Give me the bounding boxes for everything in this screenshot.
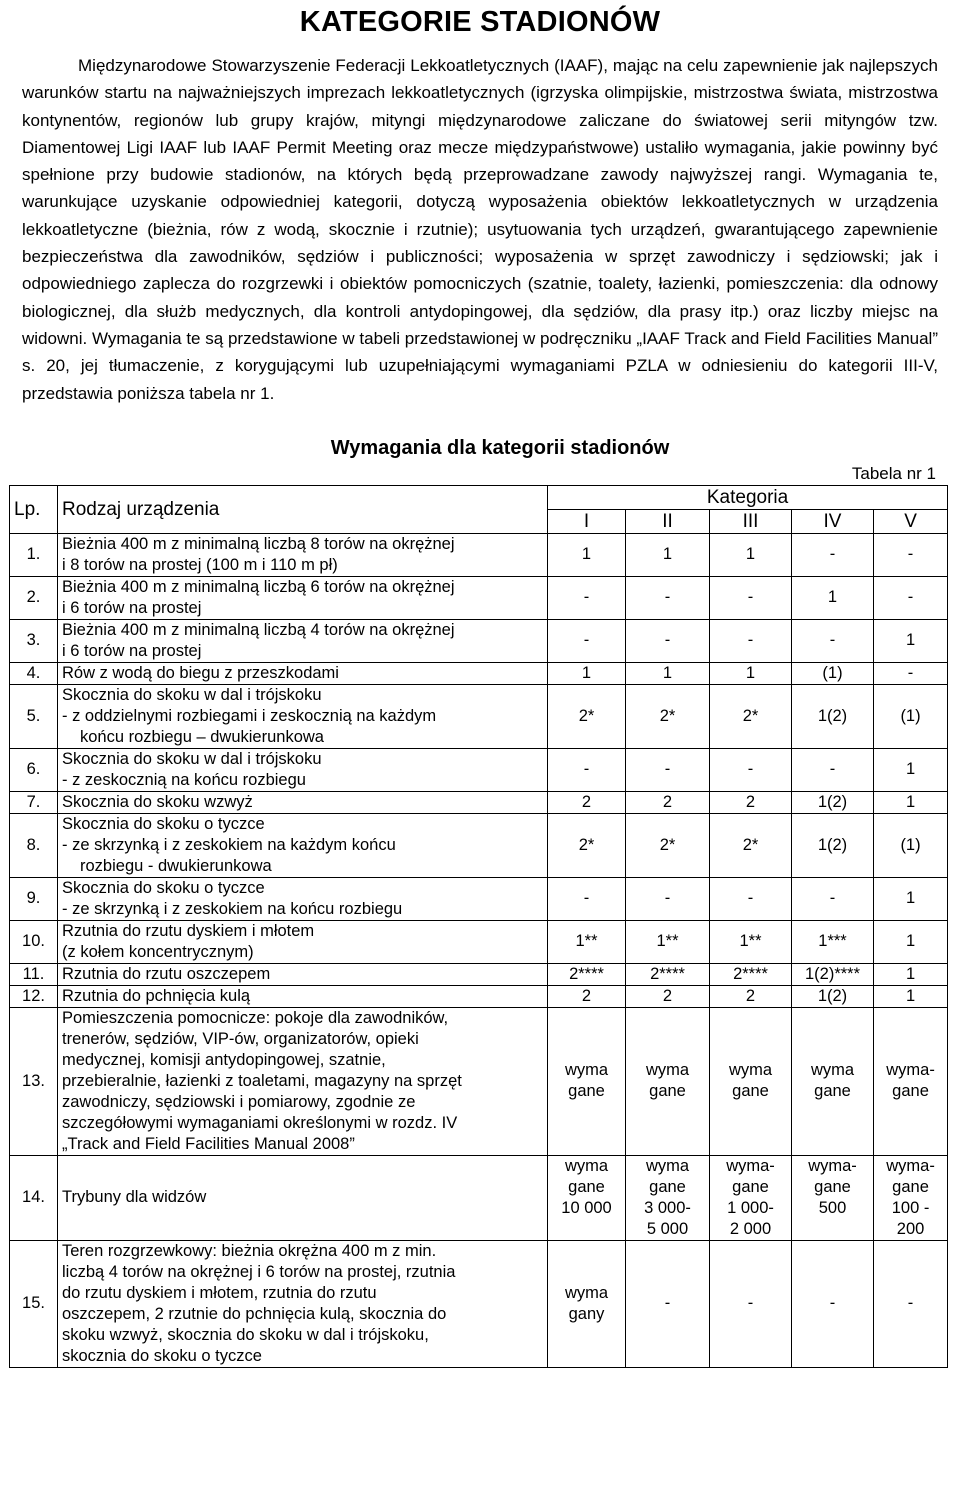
row-number: 10. <box>10 920 58 963</box>
row-number: 12. <box>10 985 58 1007</box>
value-line: 2 000 <box>729 1219 772 1238</box>
header-rodzaj: Rodzaj urządzenia <box>58 485 548 533</box>
value-line: 3 000- <box>644 1198 691 1217</box>
value-line: 1 <box>905 932 916 951</box>
value-line: 2* <box>578 835 595 854</box>
category-value <box>626 920 710 963</box>
value-line: - <box>829 760 836 779</box>
value-line: 1 <box>581 545 592 564</box>
category-value <box>626 576 710 619</box>
row-description <box>58 791 548 813</box>
category-value <box>548 1155 626 1240</box>
category-value <box>710 684 792 748</box>
row-number: 8. <box>10 813 58 877</box>
value-line: - <box>907 545 914 564</box>
category-value <box>548 748 626 791</box>
category-value <box>874 619 948 662</box>
row-number: 3. <box>10 619 58 662</box>
value-line: 1 <box>662 663 673 682</box>
table-row <box>10 920 948 963</box>
value-line: - <box>583 760 590 779</box>
value-line: - <box>747 588 754 607</box>
description-line: do rzutu dyskiem i młotem, rzutnia do rzutu <box>62 1283 377 1302</box>
value-line: wyma <box>564 1061 609 1080</box>
table-row <box>10 985 948 1007</box>
category-value <box>710 791 792 813</box>
value-line: gane <box>568 1177 605 1196</box>
description-line: - ze skrzynką i z zeskokiem na końcu rozbiegu <box>62 899 403 918</box>
value-line: - <box>664 760 671 779</box>
category-value <box>874 963 948 985</box>
value-line: - <box>664 588 671 607</box>
row-description <box>58 963 548 985</box>
category-value <box>626 963 710 985</box>
value-line: gany <box>568 1304 605 1323</box>
description-line: liczbą 4 torów na okrężnej i 6 torów na prostej, rzutnia <box>62 1262 456 1281</box>
value-line: 1(2)**** <box>804 964 861 983</box>
category-value <box>548 877 626 920</box>
value-line: 2**** <box>569 964 604 983</box>
category-value <box>792 791 874 813</box>
value-line: 1 <box>905 964 916 983</box>
description-line: Trybuny dla widzów <box>62 1188 207 1207</box>
description-line: Bieżnia 400 m z minimalną liczbą 6 torów na okrężnej <box>62 577 455 596</box>
category-value <box>548 985 626 1007</box>
category-value <box>792 684 874 748</box>
row-number: 11. <box>10 963 58 985</box>
description-line: Rzutnia do rzutu oszczepem <box>62 964 271 983</box>
category-value <box>792 533 874 576</box>
description-line: skoku wzwyż, skocznia do skoku w dal i trójskoku, <box>62 1325 429 1344</box>
table-row <box>10 1007 948 1155</box>
category-value <box>548 576 626 619</box>
category-value <box>710 576 792 619</box>
value-line: 2 <box>745 986 756 1005</box>
row-number: 15. <box>10 1240 58 1367</box>
value-line: gane <box>568 1082 605 1101</box>
row-number: 4. <box>10 662 58 684</box>
value-line: wyma <box>810 1061 855 1080</box>
value-line: - <box>664 631 671 650</box>
value-line: - <box>583 588 590 607</box>
value-line: gane <box>814 1082 851 1101</box>
category-value <box>548 1007 626 1155</box>
table-row <box>10 963 948 985</box>
value-line: 1 <box>662 545 673 564</box>
header-cat-i: I <box>548 509 626 533</box>
category-value <box>710 1240 792 1367</box>
value-line: 1 <box>905 760 916 779</box>
value-line: - <box>664 889 671 908</box>
value-line: 1 <box>745 545 756 564</box>
category-value <box>874 748 948 791</box>
table-row <box>10 877 948 920</box>
description-line: i 6 torów na prostej <box>62 641 202 660</box>
category-value <box>710 619 792 662</box>
value-line: - <box>583 889 590 908</box>
category-value <box>626 985 710 1007</box>
value-line: 1** <box>575 932 598 951</box>
description-line: skocznia do skoku o tyczce <box>62 1346 262 1365</box>
category-value <box>548 533 626 576</box>
description-line: Skocznia do skoku o tyczce <box>62 814 265 833</box>
description-line: i 8 torów na prostej (100 m i 110 m pł) <box>62 555 338 574</box>
category-value <box>626 1240 710 1367</box>
value-line: - <box>829 631 836 650</box>
value-line: (1) <box>822 663 843 682</box>
table-row <box>10 684 948 748</box>
value-line: 1(2) <box>817 706 848 725</box>
row-number: 7. <box>10 791 58 813</box>
description-line: oszczepem, 2 rzutnie do pchnięcia kulą, skocznia do <box>62 1304 447 1323</box>
value-line: 2* <box>742 835 759 854</box>
value-line: 2 <box>662 792 673 811</box>
value-line: - <box>583 631 590 650</box>
category-value <box>874 813 948 877</box>
value-line: wyma <box>645 1156 690 1175</box>
value-line: wyma <box>564 1283 609 1302</box>
row-description <box>58 576 548 619</box>
value-line: 200 <box>896 1219 925 1238</box>
value-line: 2* <box>659 835 676 854</box>
value-line: 2**** <box>650 964 685 983</box>
description-line: trenerów, sędziów, VIP-ów, organizatorów, opieki <box>62 1029 419 1048</box>
value-line: 2* <box>742 706 759 725</box>
row-number: 13. <box>10 1007 58 1155</box>
table-body <box>10 533 948 1367</box>
value-line: 100 - <box>891 1198 930 1217</box>
category-value <box>874 576 948 619</box>
table-row <box>10 1240 948 1367</box>
value-line: wyma <box>564 1156 609 1175</box>
category-value <box>874 1240 948 1367</box>
value-line: 2 <box>745 792 756 811</box>
category-value <box>874 791 948 813</box>
category-value <box>548 662 626 684</box>
description-line: Skocznia do skoku w dal i trójskoku <box>62 749 322 768</box>
category-value <box>710 662 792 684</box>
requirements-table <box>9 485 948 1368</box>
row-description <box>58 877 548 920</box>
description-line: medycznej, komisji antydopingowej, szatnie, <box>62 1050 386 1069</box>
category-value <box>548 813 626 877</box>
category-value <box>548 791 626 813</box>
category-value <box>874 1007 948 1155</box>
value-line: 1(2) <box>817 986 848 1005</box>
row-number: 2. <box>10 576 58 619</box>
value-line: 2**** <box>733 964 768 983</box>
category-value <box>792 662 874 684</box>
category-value <box>626 619 710 662</box>
category-value <box>792 877 874 920</box>
category-value <box>626 791 710 813</box>
category-value <box>792 576 874 619</box>
category-value <box>792 813 874 877</box>
category-value <box>626 662 710 684</box>
description-line: Pomieszczenia pomocnicze: pokoje dla zawodników, <box>62 1008 449 1027</box>
header-cat-ii: II <box>626 509 710 533</box>
table-row <box>10 619 948 662</box>
value-line: 1 <box>905 631 916 650</box>
row-description <box>58 662 548 684</box>
category-value <box>792 748 874 791</box>
row-description <box>58 985 548 1007</box>
value-line: - <box>829 545 836 564</box>
description-line: Skocznia do skoku o tyczce <box>62 878 265 897</box>
description-line: przebieralnie, łazienki z toaletami, magazyny na sprzęt <box>62 1071 462 1090</box>
value-line: - <box>829 889 836 908</box>
value-line: gane <box>732 1082 769 1101</box>
value-line: gane <box>892 1177 929 1196</box>
table-row <box>10 748 948 791</box>
category-value <box>874 662 948 684</box>
description-line: rozbiegu - dwukierunkowa <box>80 856 272 875</box>
description-line: (z kołem koncentrycznym) <box>62 942 254 961</box>
value-line: 1*** <box>818 932 847 951</box>
row-number: 6. <box>10 748 58 791</box>
description-line: - z zeskocznią na końcu rozbiegu <box>62 770 306 789</box>
table-row <box>10 662 948 684</box>
value-line: 2* <box>578 706 595 725</box>
value-line: 1 <box>905 986 916 1005</box>
category-value <box>792 1240 874 1367</box>
row-description <box>58 813 548 877</box>
description-line: - ze skrzynką i z zeskokiem na każdym końcu <box>62 835 396 854</box>
value-line: 5 000 <box>646 1219 689 1238</box>
row-description <box>58 920 548 963</box>
category-value <box>710 877 792 920</box>
value-line: 1(2) <box>817 792 848 811</box>
value-line: - <box>747 760 754 779</box>
value-line: wyma- <box>808 1156 857 1175</box>
description-line: - z oddzielnymi rozbiegami i zeskocznią na każdym <box>62 706 437 725</box>
category-value <box>626 1007 710 1155</box>
value-line: - <box>664 1294 671 1313</box>
category-value <box>792 1007 874 1155</box>
description-line: Rzutnia do pchnięcia kulą <box>62 986 251 1005</box>
row-description <box>58 748 548 791</box>
value-line: (1) <box>900 835 921 854</box>
category-value <box>874 684 948 748</box>
row-number: 9. <box>10 877 58 920</box>
row-description <box>58 619 548 662</box>
category-value <box>626 748 710 791</box>
value-line: 1 <box>745 663 756 682</box>
description-line: Skocznia do skoku w dal i trójskoku <box>62 685 322 704</box>
value-line: - <box>907 663 914 682</box>
table-title: Wymagania dla kategorii stadionów <box>330 436 670 459</box>
value-line: - <box>829 1294 836 1313</box>
category-value <box>874 985 948 1007</box>
row-description <box>58 533 548 576</box>
value-line: - <box>747 1294 754 1313</box>
category-value <box>874 877 948 920</box>
description-line: końcu rozbiegu – dwukierunkowa <box>80 727 324 746</box>
value-line: 2 <box>662 986 673 1005</box>
category-value <box>548 963 626 985</box>
value-line: wyma- <box>886 1061 935 1080</box>
description-line: „Track and Field Facilities Manual 2008” <box>62 1134 355 1153</box>
value-line: gane <box>814 1177 851 1196</box>
header-cat-v: V <box>874 509 948 533</box>
category-value <box>710 920 792 963</box>
category-value <box>548 619 626 662</box>
category-value <box>548 920 626 963</box>
category-value <box>874 920 948 963</box>
table-row <box>10 1155 948 1240</box>
category-value <box>710 985 792 1007</box>
table-number: Tabela nr 1 <box>851 463 936 483</box>
row-number: 1. <box>10 533 58 576</box>
category-value <box>710 1155 792 1240</box>
value-line: 1** <box>739 932 762 951</box>
row-description <box>58 1007 548 1155</box>
row-description <box>58 1155 548 1240</box>
category-value <box>626 813 710 877</box>
value-line: 500 <box>818 1198 847 1217</box>
category-value <box>710 1007 792 1155</box>
description-line: Bieżnia 400 m z minimalną liczbą 8 torów na okrężnej <box>62 534 455 553</box>
value-line: - <box>907 1294 914 1313</box>
category-value <box>792 963 874 985</box>
header-cat-iv: IV <box>792 509 874 533</box>
table-row <box>10 813 948 877</box>
value-line: 2 <box>581 986 592 1005</box>
intro-paragraph: Międzynarodowe Stowarzyszenie Federacji Lekkoatletycznych (IAAF), mając na celu zapewnienie jak najlepszych warunków startu na najważniejszych imprezach lekkoatletycznych (igrzyska olimpijskie, mistrzostwa świata, mistrzostwa kontynentów, regionów lub grupy krajów, mityngi międzynarodowe zaliczane do światowej serii mityngów tzw. Diamentowej Ligi IAAF lub IAAF Permit Meeting oraz mecze międzypaństwowe) ustaliło wymagania, jakie powinny być spełnione przy budowie stadionów, na których będą przeprowadzane zawody najwyższej rangi. Wymagania te, warunkujące uzyskanie odpowiedniej kategorii, dotyczą wyposażenia obiektów lekkoatletycznych w urządzenia lekkoatletyczne (bieżnia, rów z wodą, skocznie i rzutnie); usytuowania tych urządzeń, gwarantującego zapewnienie bezpieczeństwa dla zawodników, sędziów i publiczności; wyposażenia w sprzęt zawodniczy i sędziowski; jak i odpowiedniego zaplecza do rozgrzewki i obiektów pomocniczych (szatnie, toalety, łazienki, pomieszczenia: dla odnowy biologicznej, dla służb medycznych, dla kontroli antydopingowej, dla sędziów, dla prasy itp.) oraz liczby miejsc na widowni. Wymagania te są przedstawione w tabeli przedstawionej w podręczniku „IAAF Track and Field Facilities Manual” s. 20, jej tłumaczenie, z korygującymi lub uzupełniającymi wymaganiami PZLA w odniesieniu do kategorii III-V, przedstawia poniższa tabela nr 1. <box>22 56 938 403</box>
table-row <box>10 576 948 619</box>
value-line: gane <box>649 1177 686 1196</box>
description-line: Rów z wodą do biegu z przeszkodami <box>62 663 339 682</box>
value-line: wyma <box>728 1061 773 1080</box>
value-line: gane <box>732 1177 769 1196</box>
description-line: Rzutnia do rzutu dyskiem i młotem <box>62 921 315 940</box>
value-line: 1 000- <box>727 1198 774 1217</box>
category-value <box>792 619 874 662</box>
category-value <box>710 813 792 877</box>
description-line: Skocznia do skoku wzwyż <box>62 792 253 811</box>
value-line: 1 <box>581 663 592 682</box>
category-value <box>626 1155 710 1240</box>
category-value <box>626 533 710 576</box>
value-line: 1** <box>656 932 679 951</box>
description-line: szczegółowymi wymaganiami określonymi w rozdz. IV <box>62 1113 458 1132</box>
value-line: 1 <box>905 792 916 811</box>
value-line: 1 <box>905 889 916 908</box>
table-row <box>10 533 948 576</box>
category-value <box>710 963 792 985</box>
category-value <box>548 684 626 748</box>
value-line: 2 <box>581 792 592 811</box>
category-value <box>792 1155 874 1240</box>
value-line: gane <box>892 1082 929 1101</box>
category-value <box>710 533 792 576</box>
header-cat-iii: III <box>710 509 792 533</box>
description-line: i 6 torów na prostej <box>62 598 202 617</box>
category-value <box>548 1240 626 1367</box>
value-line: wyma- <box>726 1156 775 1175</box>
value-line: - <box>747 631 754 650</box>
row-number: 14. <box>10 1155 58 1240</box>
category-value <box>792 985 874 1007</box>
category-value <box>710 748 792 791</box>
category-value <box>792 920 874 963</box>
category-value <box>874 1155 948 1240</box>
value-line: - <box>907 588 914 607</box>
header-lp: Lp. <box>10 485 58 533</box>
category-value <box>626 684 710 748</box>
value-line: 2* <box>659 706 676 725</box>
value-line: - <box>747 889 754 908</box>
table-row <box>10 791 948 813</box>
row-description <box>58 684 548 748</box>
value-line: 10 000 <box>561 1198 612 1217</box>
category-value <box>874 533 948 576</box>
category-value <box>626 877 710 920</box>
description-line: Teren rozgrzewkowy: bieżnia okrężna 400 m z min. <box>62 1241 437 1260</box>
value-line: gane <box>649 1082 686 1101</box>
value-line: 1 <box>827 588 838 607</box>
value-line: wyma- <box>886 1156 935 1175</box>
row-description <box>58 1240 548 1367</box>
header-kategoria: Kategoria <box>548 485 948 509</box>
description-line: zawodniczy, sędziowski i pomiarowy, zgodnie ze <box>62 1092 416 1111</box>
row-number: 5. <box>10 684 58 748</box>
value-line: (1) <box>900 706 921 725</box>
value-line: wyma <box>645 1061 690 1080</box>
value-line: 1(2) <box>817 835 848 854</box>
description-line: Bieżnia 400 m z minimalną liczbą 4 torów na okrężnej <box>62 620 455 639</box>
page-title: KATEGORIE STADIONÓW <box>299 6 661 38</box>
